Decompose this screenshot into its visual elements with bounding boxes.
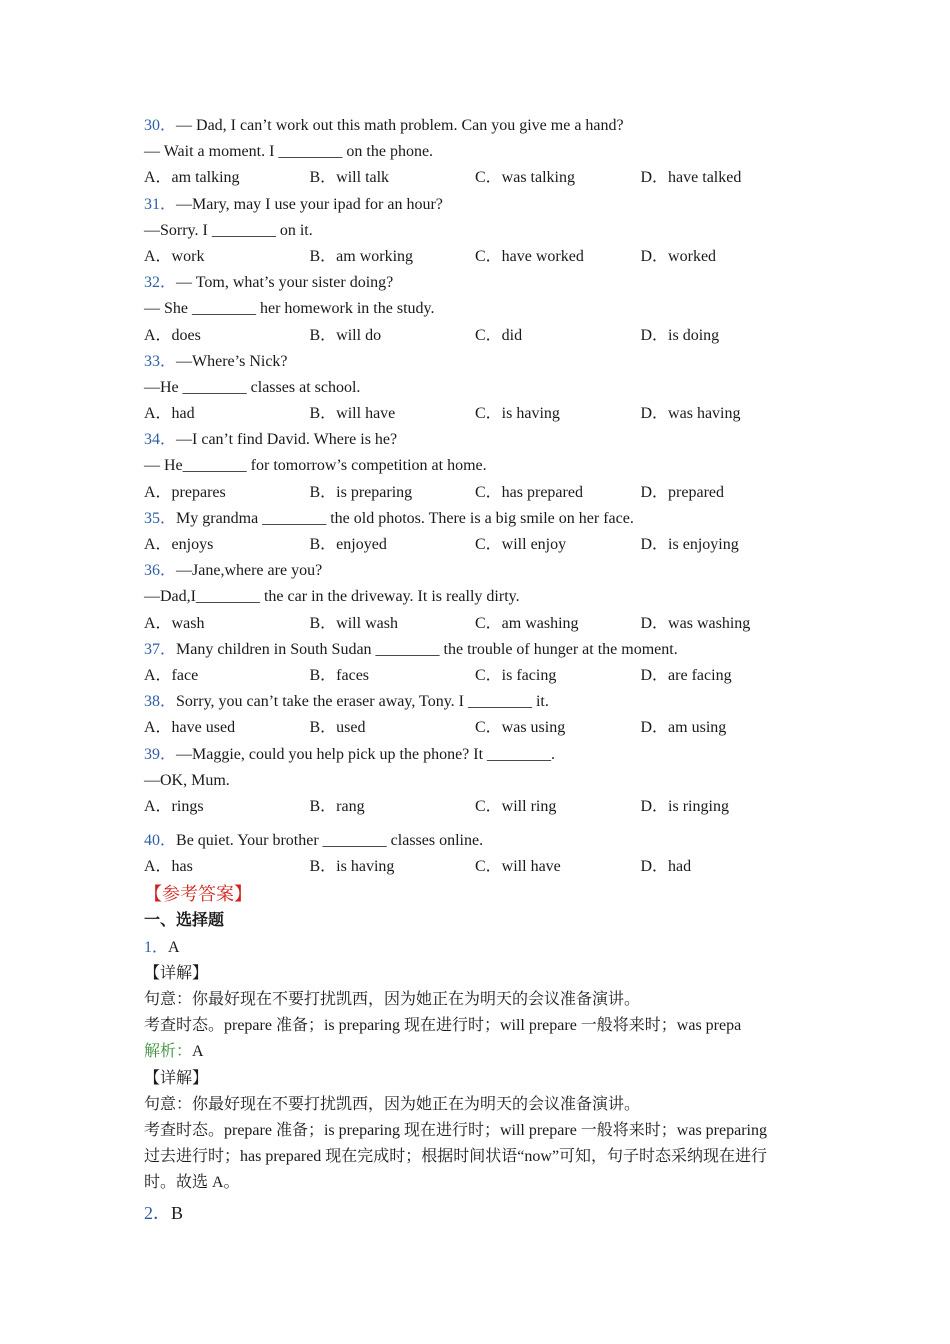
option-d: D．is ringing: [640, 797, 729, 815]
question-text: — Tom, what’s your sister doing?: [176, 274, 394, 292]
options-row: [144, 401, 824, 427]
question-39: [144, 742, 824, 821]
question-text: Be quiet. Your brother ________ classes online.: [176, 832, 484, 850]
option-c: C．has prepared: [475, 483, 583, 501]
section-title: 一、选择题: [144, 912, 225, 930]
option-a: A．does: [144, 326, 201, 344]
analysis-label: 解析：: [144, 1043, 193, 1061]
options-row: [144, 165, 824, 191]
question-35: [144, 506, 824, 558]
question-number: 33．: [144, 352, 177, 370]
option-a: A．had: [144, 405, 195, 423]
answer-letter: B: [171, 1202, 184, 1223]
option-d: D．was having: [640, 405, 741, 423]
options-row: [144, 715, 824, 741]
question-text: My grandma ________ the old photos. There is a big smile on her face.: [176, 509, 634, 527]
option-c: C．is having: [475, 405, 560, 423]
option-c: C．is facing: [475, 666, 557, 684]
options-row: [144, 611, 824, 637]
option-d: D．prepared: [640, 483, 725, 501]
question-number: 34．: [144, 431, 177, 449]
analysis-line: [144, 1039, 824, 1065]
question-text: —Where’s Nick?: [176, 352, 288, 370]
question-text: —Dad,I________ the car in the driveway. It is really dirty.: [144, 588, 520, 606]
question-text: —Jane,where are you?: [176, 562, 323, 580]
option-d: D．have talked: [640, 169, 742, 187]
question-number: 32．: [144, 274, 177, 292]
analysis-letter: A: [192, 1043, 204, 1061]
option-b: B．will talk: [309, 169, 390, 187]
question-text: — Wait a moment. I ________ on the phone.: [144, 143, 434, 161]
option-d: D．am using: [640, 719, 727, 737]
question-text: Many children in South Sudan ________ the trouble of hunger at the moment.: [176, 640, 678, 658]
option-b: B．will wash: [309, 614, 398, 632]
option-c: C．will have: [475, 858, 561, 876]
option-c: C．am washing: [475, 614, 579, 632]
option-d: D．is enjoying: [640, 536, 739, 553]
question-text: Sorry, you can’t take the eraser away, Tony. I ________ it.: [176, 693, 549, 711]
question-32: [144, 270, 824, 349]
option-c: C．will ring: [475, 797, 557, 815]
option-a: A．am talking: [144, 169, 240, 187]
option-b: B．will have: [309, 405, 396, 423]
question-text: —He ________ classes at school.: [144, 378, 361, 396]
option-b: B．is having: [309, 858, 395, 876]
option-d: D．was washing: [640, 614, 751, 632]
question-text: —I can’t find David. Where is he?: [176, 431, 398, 449]
explanation-line: 考查时态。prepare 准备；is preparing 现在进行时；will prepare 一般将来时；was preparing: [144, 1121, 767, 1139]
options-row: [144, 532, 824, 558]
question-text: — He________ for tomorrow’s competition at home.: [144, 457, 487, 475]
option-c: C．will enjoy: [475, 536, 567, 553]
question-text: — She ________ her homework in the study.: [144, 300, 435, 318]
options-row: [144, 323, 824, 349]
answer-number: 1．: [144, 938, 169, 956]
question-number: 30．: [144, 117, 177, 134]
explanation-line: 过去进行时；has prepared 现在完成时；根据时间状语“now”可知，句子时态采纳现在进行: [144, 1148, 768, 1166]
question-number: 39．: [144, 745, 177, 763]
options-row: [144, 794, 824, 820]
question-number: 40．: [144, 832, 177, 850]
answer-number: 2．: [144, 1202, 171, 1223]
options-row: [144, 480, 824, 506]
spacer: [144, 820, 824, 828]
question-37: [144, 637, 824, 689]
question-40: [144, 828, 824, 880]
answer-2: [144, 1199, 824, 1227]
document-body: [144, 113, 824, 1227]
question-text: —OK, Mum.: [144, 771, 230, 789]
option-a: A．enjoys: [144, 536, 214, 553]
question-number: 37．: [144, 640, 177, 658]
answer-section: [144, 880, 824, 1226]
option-d: D．are facing: [640, 666, 732, 684]
question-text: —Mary, may I use your ipad for an hour?: [176, 195, 443, 213]
question-30: [144, 113, 824, 192]
question-31: [144, 192, 824, 271]
option-a: A．work: [144, 247, 205, 265]
option-a: A．rings: [144, 797, 204, 815]
sentence-meaning: 句意：你最好现在不要打扰凯西，因为她正在为明天的会议准备演讲。: [144, 1095, 641, 1113]
question-number: 38．: [144, 693, 177, 711]
option-a: A．wash: [144, 614, 205, 632]
option-a: A．prepares: [144, 483, 226, 501]
option-b: B．enjoyed: [309, 536, 387, 553]
option-a: A．have used: [144, 719, 236, 737]
option-b: B．am working: [309, 247, 414, 265]
question-33: [144, 349, 824, 428]
question-number: 36．: [144, 562, 177, 580]
options-row: [144, 244, 824, 270]
question-36: [144, 558, 824, 637]
question-38: [144, 689, 824, 741]
option-b: B．will do: [309, 326, 382, 344]
options-row: [144, 854, 824, 880]
explanation-line: 时。故选 A。: [144, 1174, 240, 1192]
option-b: B．is preparing: [309, 483, 413, 501]
option-c: C．was talking: [475, 169, 575, 187]
question-34: [144, 427, 824, 506]
question-text: — Dad, I can’t work out this math problem. Can you give me a hand?: [176, 117, 624, 134]
explanation-truncated: 考查时态。prepare 准备；is preparing 现在进行时；will prepare 一般将来时；was prepa: [144, 1017, 742, 1035]
option-c: C．was using: [475, 719, 566, 737]
options-row: [144, 663, 824, 689]
option-b: B．faces: [309, 666, 370, 684]
option-b: B．used: [309, 719, 366, 737]
question-number: 31．: [144, 195, 177, 213]
option-d: D．is doing: [640, 326, 720, 344]
answer-letter: A: [168, 938, 180, 956]
answer-heading: 【参考答案】: [144, 884, 252, 905]
option-d: D．had: [640, 858, 692, 876]
option-a: A．face: [144, 666, 199, 684]
question-number: 35．: [144, 509, 177, 527]
option-a: A．has: [144, 858, 193, 876]
sentence-meaning: 句意：你最好现在不要打扰凯西，因为她正在为明天的会议准备演讲。: [144, 991, 641, 1008]
detail-label: 【详解】: [144, 1069, 209, 1087]
option-c: C．have worked: [475, 247, 584, 265]
question-text: —Maggie, could you help pick up the phone? It ________.: [176, 745, 556, 763]
option-c: C．did: [475, 326, 523, 344]
option-d: D．worked: [640, 247, 717, 265]
answer-1: [144, 935, 824, 961]
question-text: —Sorry. I ________ on it.: [144, 221, 313, 239]
option-b: B．rang: [309, 797, 365, 815]
detail-label: 【详解】: [144, 964, 209, 982]
